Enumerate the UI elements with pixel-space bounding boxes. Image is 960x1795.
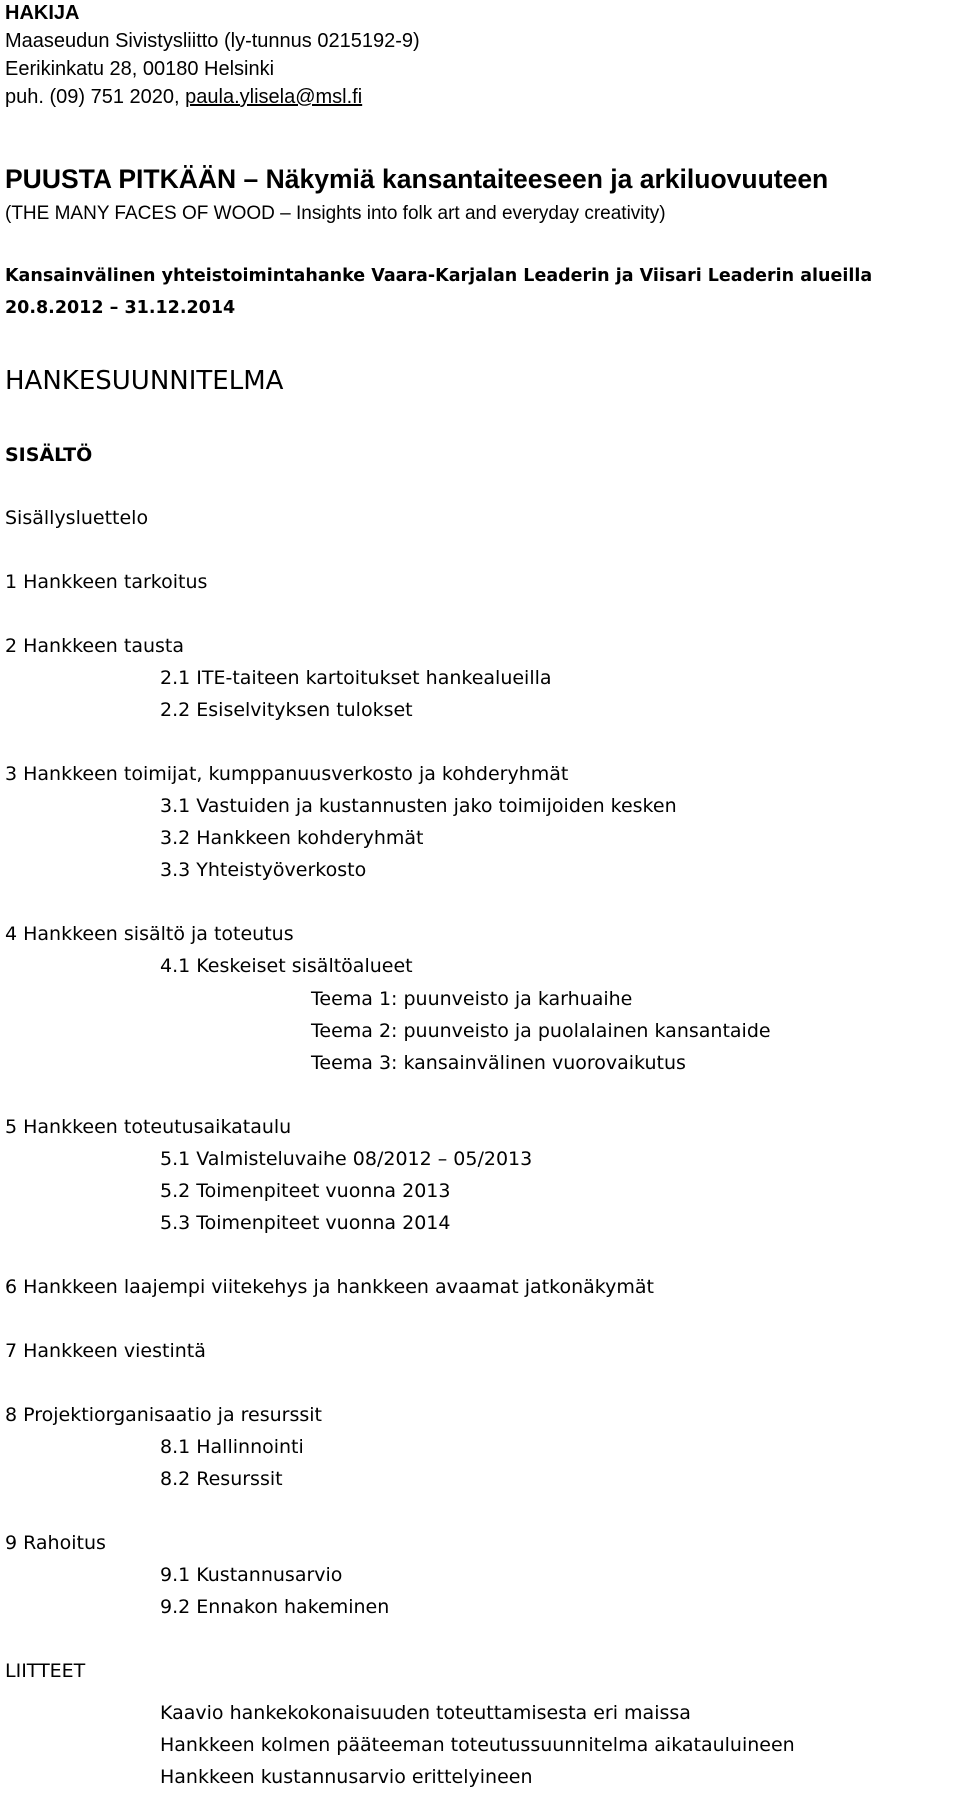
toc-item-9: 9 Rahoitus: [5, 1532, 106, 1554]
toc-item-8-2: 8.2 Resurssit: [160, 1468, 283, 1490]
appendix-item: Hankkeen kustannusarvio erittelyineen: [160, 1766, 533, 1788]
toc-item-5-3: 5.3 Toimenpiteet vuonna 2014: [160, 1212, 451, 1234]
toc-item-5-1: 5.1 Valmisteluvaihe 08/2012 – 05/2013: [160, 1148, 533, 1170]
publisher-address: Eerikinkatu 28, 00180 Helsinki: [5, 58, 275, 80]
toc-item-2-2: 2.2 Esiselvityksen tulokset: [160, 699, 413, 721]
toc-theme-1: Teema 1: puunveisto ja karhuaihe: [311, 988, 633, 1010]
toc-item-7: 7 Hankkeen viestintä: [5, 1340, 206, 1362]
publisher-org: Maaseudun Sivistysliitto (ly-tunnus 0215192-9): [5, 30, 420, 52]
appendix-item: Hankkeen kolmen pääteeman toteutussuunnitelma aikatauluineen: [160, 1734, 795, 1756]
toc-item-6: 6 Hankkeen laajempi viitekehys ja hankkeen avaamat jatkonäkymät: [5, 1276, 654, 1298]
publisher-heading: HAKIJA: [5, 2, 80, 24]
publisher-phone: puh. (09) 751 2020,: [5, 86, 186, 108]
appendix-item: Kaavio hankekokonaisuuden toteuttamisesta eri maissa: [160, 1702, 691, 1724]
toc-theme-3: Teema 3: kansainvälinen vuorovaikutus: [311, 1052, 686, 1074]
toc-item-4-1: 4.1 Keskeiset sisältöalueet: [160, 955, 413, 977]
toc-item-3-3: 3.3 Yhteistyöverkosto: [160, 859, 367, 881]
toc-item-3-2: 3.2 Hankkeen kohderyhmät: [160, 827, 424, 849]
toc-item-5: 5 Hankkeen toteutusaikataulu: [5, 1116, 292, 1138]
project-description: Kansainvälinen yhteistoimintahanke Vaara-Karjalan Leaderin ja Viisari Leaderin alueilla: [5, 266, 873, 286]
toc-item-8-1: 8.1 Hallinnointi: [160, 1436, 304, 1458]
toc-item-1: 1 Hankkeen tarkoitus: [5, 571, 208, 593]
toc-item-4: 4 Hankkeen sisältö ja toteutus: [5, 923, 294, 945]
project-title-english: (THE MANY FACES OF WOOD – Insights into folk art and everyday creativity): [5, 203, 666, 224]
project-title: PUUSTA PITKÄÄN – Näkymiä kansantaiteeseen ja arkiluovuuteen: [5, 164, 829, 194]
toc-item-3-1: 3.1 Vastuiden ja kustannusten jako toimijoiden kesken: [160, 795, 677, 817]
publisher-email-link[interactable]: paula.ylisela@msl.fi: [185, 86, 363, 108]
project-dates: 20.8.2012 – 31.12.2014: [5, 298, 236, 318]
toc-item-8: 8 Projektiorganisaatio ja resurssit: [5, 1404, 322, 1426]
toc-theme-2: Teema 2: puunveisto ja puolalainen kansantaide: [311, 1020, 771, 1042]
toc-item-9-1: 9.1 Kustannusarvio: [160, 1564, 343, 1586]
publisher-contact: [5, 87, 362, 107]
toc-item-9-2: 9.2 Ennakon hakeminen: [160, 1596, 390, 1618]
appendices-heading: LIITTEET: [5, 1660, 86, 1682]
toc-item-2: 2 Hankkeen tausta: [5, 635, 185, 657]
toc-item-5-2: 5.2 Toimenpiteet vuonna 2013: [160, 1180, 451, 1202]
toc-item-3: 3 Hankkeen toimijat, kumppanuusverkosto ja kohderyhmät: [5, 763, 569, 785]
toc-item-2-1: 2.1 ITE-taiteen kartoitukset hankealueilla: [160, 667, 552, 689]
document-title: HANKESUUNNITELMA: [5, 366, 284, 396]
toc-heading: Sisällysluettelo: [5, 507, 149, 529]
contents-heading: SISÄLTÖ: [5, 444, 93, 466]
